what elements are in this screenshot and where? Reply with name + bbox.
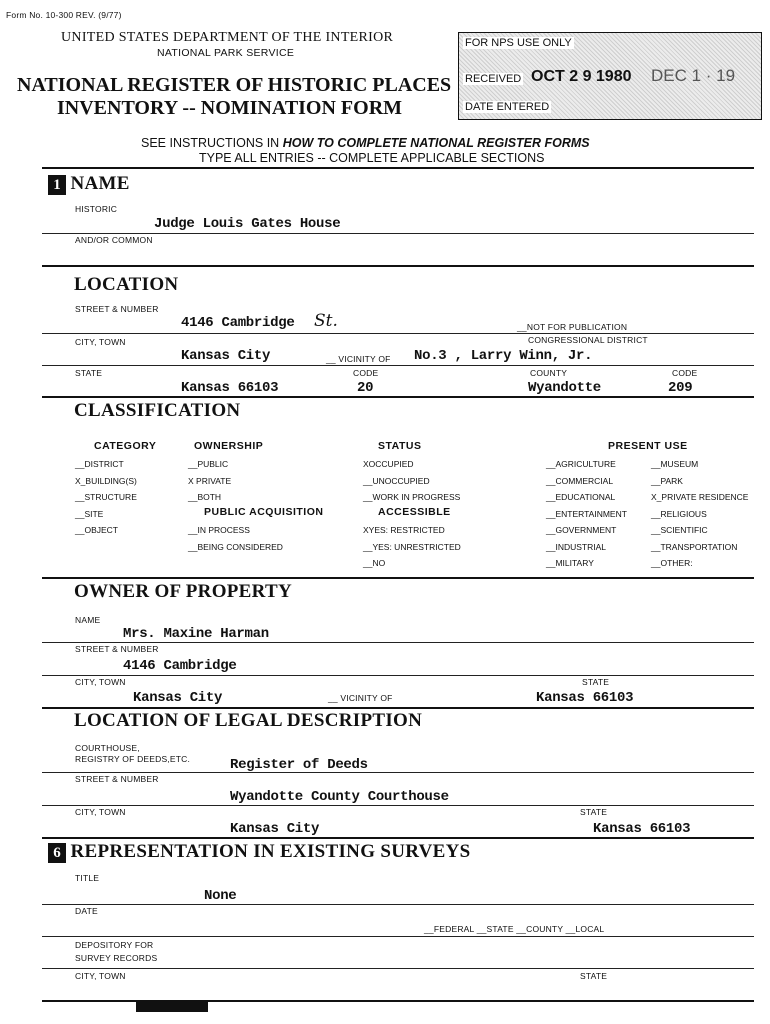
present-use-header: PRESENT USE	[608, 440, 688, 452]
instructions-line2: TYPE ALL ENTRIES -- COMPLETE APPLICABLE SECTIONS	[199, 151, 545, 165]
divider	[42, 365, 754, 366]
present-use-option[interactable]: __RELIGIOUS	[651, 508, 707, 519]
state-code-value[interactable]: 20	[357, 380, 374, 396]
department-name: UNITED STATES DEPARTMENT OF THE INTERIOR	[61, 30, 394, 45]
congressional-value[interactable]: No.3 , Larry Winn, Jr.	[414, 348, 593, 364]
scan-artifact-mark	[136, 1000, 208, 1012]
accessible-option[interactable]: __NO	[363, 558, 386, 568]
congressional-label: CONGRESSIONAL DISTRICT	[528, 335, 648, 345]
survey-records-label: SURVEY RECORDS	[75, 953, 158, 963]
survey-title-label: TITLE	[75, 873, 100, 883]
divider	[42, 167, 754, 169]
owner-state-label: STATE	[582, 677, 610, 687]
legal-state-value[interactable]: Kansas 66103	[593, 821, 691, 837]
legal-street-value[interactable]: Wyandotte County Courthouse	[230, 789, 449, 805]
present-use-option[interactable]: __OTHER:	[651, 558, 693, 568]
ownership-header: OWNERSHIP	[194, 440, 264, 452]
common-label: AND/OR COMMON	[75, 235, 153, 245]
present-use-option[interactable]: __EDUCATIONAL	[546, 492, 616, 502]
instructions-italic: HOW TO COMPLETE NATIONAL REGISTER FORMS	[282, 136, 590, 150]
accessible-header: ACCESSIBLE	[378, 506, 451, 518]
vicinity-label[interactable]: __ VICINITY OF	[326, 354, 391, 364]
category-option[interactable]: __OBJECT	[75, 525, 118, 535]
section-4-title: OWNER OF PROPERTY	[74, 581, 293, 602]
section-number: 6	[48, 843, 66, 863]
depository-label: DEPOSITORY FOR	[75, 940, 154, 950]
accessible-option[interactable]: XYES: RESTRICTED	[363, 525, 445, 535]
category-list	[75, 456, 137, 539]
divider	[42, 772, 754, 773]
state-value[interactable]: Kansas 66103	[181, 380, 279, 396]
present-use-option[interactable]: __TRANSPORTATION	[651, 541, 738, 552]
survey-date-label: DATE	[75, 906, 98, 916]
ownership-list	[188, 456, 231, 506]
divider	[42, 642, 754, 643]
section-5-title: LOCATION OF LEGAL DESCRIPTION	[74, 710, 423, 731]
survey-state-label: STATE	[580, 971, 608, 981]
category-option[interactable]: __DISTRICT	[75, 459, 124, 469]
section-title: REPRESENTATION IN EXISTING SURVEYS	[70, 841, 471, 862]
status-header: STATUS	[378, 440, 422, 452]
city-label: CITY, TOWN	[75, 337, 126, 347]
acquisition-header: PUBLIC ACQUISITION	[204, 506, 324, 518]
present-use-option[interactable]: __INDUSTRIAL	[546, 541, 606, 552]
acquisition-list	[188, 522, 283, 555]
divider	[42, 904, 754, 905]
ownership-option[interactable]: __PUBLIC	[188, 459, 229, 469]
category-option[interactable]: __STRUCTURE	[75, 492, 137, 502]
present-use-option[interactable]: __MUSEUM	[651, 459, 699, 469]
instructions-line1	[141, 136, 590, 150]
section-number: 1	[48, 175, 66, 195]
category-option[interactable]: __SITE	[75, 508, 104, 519]
category-header: CATEGORY	[94, 440, 157, 452]
status-option[interactable]: XOCCUPIED	[363, 459, 414, 469]
form-title-line1: NATIONAL REGISTER OF HISTORIC PLACES	[17, 74, 452, 96]
legal-state-label: STATE	[580, 807, 608, 817]
survey-title-value[interactable]: None	[204, 888, 237, 904]
ownership-option[interactable]: __BOTH	[188, 492, 222, 502]
section-3-title: CLASSIFICATION	[74, 400, 241, 421]
section-1-header	[48, 173, 130, 195]
divider	[42, 707, 754, 709]
divider	[42, 675, 754, 676]
received-stamp: OCT 2 9 1980	[531, 68, 632, 85]
courthouse-value[interactable]: Register of Deeds	[230, 757, 368, 773]
legal-street-label: STREET & NUMBER	[75, 774, 159, 784]
legal-city-label: CITY, TOWN	[75, 807, 126, 817]
registry-label: REGISTRY OF DEEDS,ETC.	[75, 754, 191, 764]
street-handwritten: St.	[314, 311, 338, 331]
divider	[42, 333, 754, 334]
street-value[interactable]: 4146 Cambridge	[181, 315, 295, 331]
divider	[42, 805, 754, 806]
divider	[42, 936, 754, 937]
acquisition-option[interactable]: __BEING CONSIDERED	[188, 541, 283, 552]
present-use-option[interactable]: __COMMERCIAL	[546, 475, 614, 486]
acquisition-option[interactable]: __IN PROCESS	[188, 525, 250, 535]
status-option[interactable]: __WORK IN PROGRESS	[363, 492, 461, 502]
divider	[42, 837, 754, 839]
present-use-option[interactable]: __GOVERNMENT	[546, 525, 617, 535]
present-use-col1	[546, 456, 627, 572]
divider	[42, 265, 754, 267]
nps-use-only-box	[458, 32, 762, 120]
survey-city-label: CITY, TOWN	[75, 971, 126, 981]
survey-levels[interactable]: __FEDERAL __STATE __COUNTY __LOCAL	[424, 924, 605, 934]
county-code-value[interactable]: 209	[668, 380, 693, 396]
present-use-option[interactable]: __PARK	[651, 475, 683, 486]
present-use-option[interactable]: __AGRICULTURE	[546, 459, 616, 469]
instructions-prefix: SEE INSTRUCTIONS IN	[141, 136, 283, 150]
courthouse-label: COURTHOUSE,	[75, 743, 140, 753]
owner-city-label: CITY, TOWN	[75, 677, 126, 687]
divider	[42, 577, 754, 579]
divider	[42, 233, 754, 234]
form-number: Form No. 10-300 REV. (9/77)	[6, 10, 122, 20]
owner-street-value[interactable]: 4146 Cambridge	[123, 658, 237, 674]
ownership-option[interactable]: X PRIVATE	[188, 475, 232, 486]
present-use-option[interactable]: __ENTERTAINMENT	[546, 508, 627, 519]
owner-city-value[interactable]: Kansas City	[133, 690, 223, 706]
status-list	[363, 456, 460, 506]
received-stamp-second: DEC 1 · 19	[651, 66, 736, 85]
accessible-list	[363, 522, 461, 572]
owner-name-value[interactable]: Mrs. Maxine Harman	[123, 626, 269, 642]
historic-label: HISTORIC	[75, 204, 118, 214]
owner-vicinity-label[interactable]: __ VICINITY OF	[328, 693, 393, 703]
nps-box-label: FOR NPS USE ONLY	[465, 37, 572, 49]
not-for-publication[interactable]: __NOT FOR PUBLICATION	[517, 322, 628, 332]
state-code-label: CODE	[353, 368, 379, 378]
category-option[interactable]: X_BUILDING(S)	[75, 475, 137, 486]
county-value[interactable]: Wyandotte	[528, 380, 601, 396]
section-title: NAME	[70, 173, 130, 194]
section-2-title: LOCATION	[74, 274, 179, 295]
date-entered-label: DATE ENTERED	[465, 101, 550, 113]
state-label: STATE	[75, 368, 103, 378]
city-value[interactable]: Kansas City	[181, 348, 271, 364]
street-label: STREET & NUMBER	[75, 304, 159, 314]
historic-value[interactable]: Judge Louis Gates House	[154, 216, 341, 232]
present-use-option[interactable]: __SCIENTIFIC	[651, 525, 708, 535]
present-use-option[interactable]: __MILITARY	[546, 558, 594, 568]
service-name: NATIONAL PARK SERVICE	[157, 47, 295, 59]
present-use-option[interactable]: X_PRIVATE RESIDENCE	[651, 492, 749, 502]
owner-state-value[interactable]: Kansas 66103	[536, 690, 634, 706]
status-option[interactable]: __UNOCCUPIED	[363, 475, 430, 486]
accessible-option[interactable]: __YES: UNRESTRICTED	[363, 541, 461, 552]
divider	[42, 968, 754, 969]
legal-city-value[interactable]: Kansas City	[230, 821, 320, 837]
county-code-label: CODE	[672, 368, 698, 378]
divider	[42, 396, 754, 398]
form-title-line2: INVENTORY -- NOMINATION FORM	[57, 97, 403, 119]
owner-street-label: STREET & NUMBER	[75, 644, 159, 654]
present-use-col2	[651, 456, 748, 572]
received-label: RECEIVED	[465, 73, 522, 85]
county-label: COUNTY	[530, 368, 568, 378]
section-6-header	[48, 841, 470, 863]
owner-name-label: NAME	[75, 615, 101, 625]
